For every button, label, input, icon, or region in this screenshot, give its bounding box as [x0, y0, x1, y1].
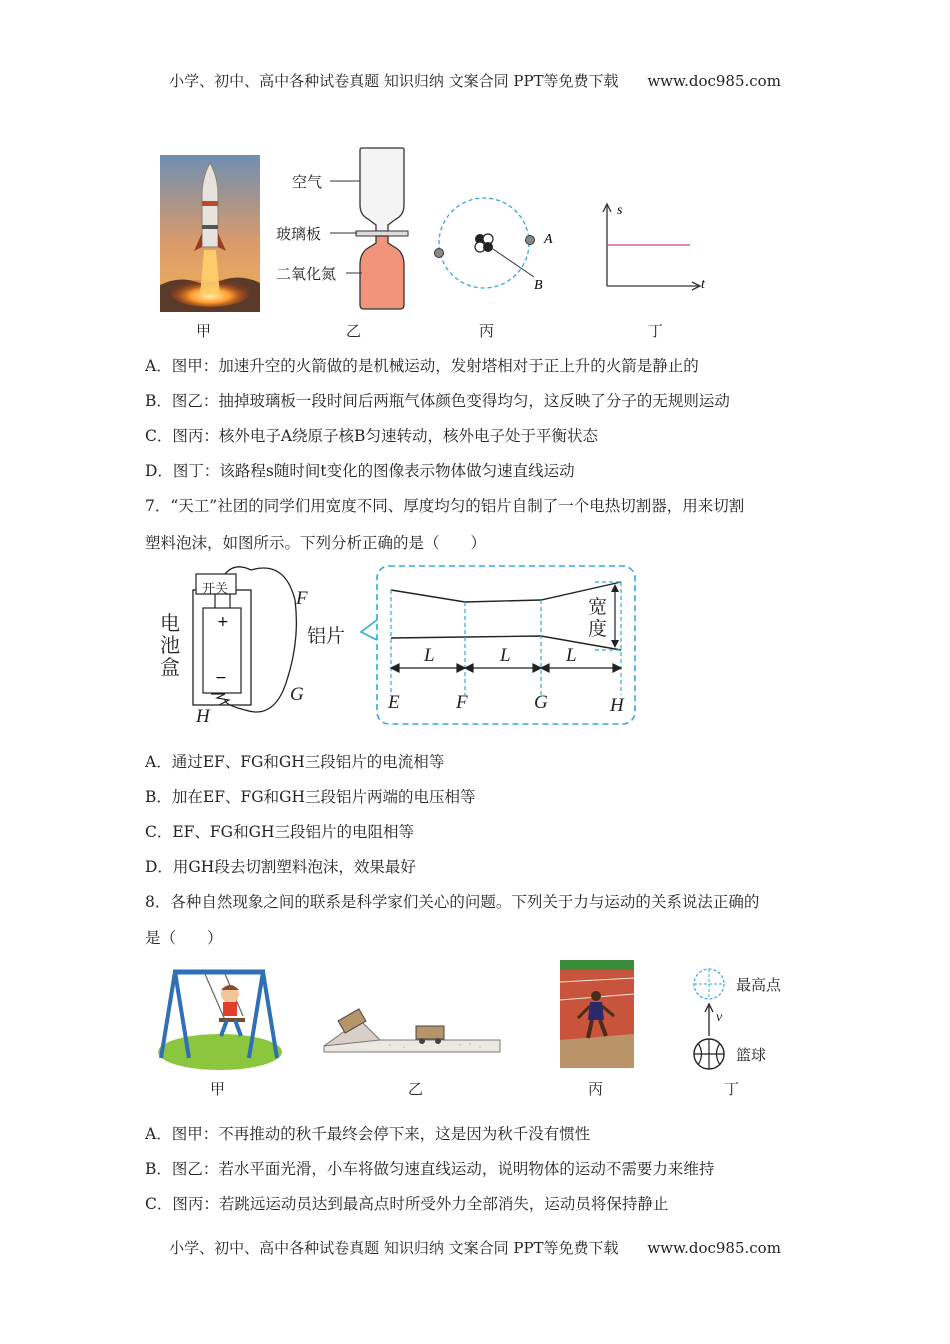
segment-label-3: L [566, 645, 577, 666]
q8-option-a: A．图甲：不再推动的秋千最终会停下来，这是因为秋千没有惯性 [145, 1125, 591, 1143]
q7-option-a: A．通过EF、FG和GH三段铝片的电流相等 [145, 753, 445, 771]
fig2-label-bing: 丙 [588, 1080, 604, 1098]
rocket-photo [160, 155, 260, 312]
basketball-diagram [690, 966, 730, 1076]
q7-stem-2: 塑料泡沫，如图所示。下列分析正确的是（ ） [145, 534, 487, 552]
page-footer [0, 1237, 950, 1258]
footer-site: www.doc985.com [647, 1239, 781, 1257]
q8-option-c: C．图丙：若跳远运动员达到最高点时所受外力全部消失，运动员将保持静止 [145, 1195, 669, 1213]
atom-model [430, 195, 560, 295]
fig2-label-yi: 乙 [408, 1080, 424, 1098]
label-highest-point: 最高点 [736, 976, 782, 994]
q6-option-c: C．图丙：核外电子A绕原子核B匀速转动，核外电子处于平衡状态 [145, 427, 598, 445]
foil-label: 铝片 [307, 625, 346, 647]
q6-option-b: B．图乙：抽掉玻璃板一段时间后两瓶气体颜色变得均匀，这反映了分子的无规则运动 [145, 392, 730, 410]
point-f: F [456, 692, 468, 713]
long-jump-photo [560, 960, 634, 1068]
header-text: 小学、初中、高中各种试卷真题 知识归纳 文案合同 PPT等免费下载 [169, 72, 619, 90]
battery-plus: + [217, 614, 229, 630]
point-h: H [610, 695, 624, 716]
s-t-graph [595, 200, 715, 295]
segment-label-2: L [500, 645, 511, 666]
label-velocity: v [716, 1010, 723, 1025]
wire-label-h: H [196, 706, 210, 727]
q6-option-d: D．图丁：该路程s随时间t变化的图像表示物体做匀速直线运动 [145, 462, 575, 480]
q8-option-b: B．图乙：若水平面光滑，小车将做匀速直线运动，说明物体的运动不需要力来维持 [145, 1160, 715, 1178]
q7-option-b: B．加在EF、FG和GH三段铝片两端的电压相等 [145, 788, 476, 806]
fig1-label-ding: 丁 [648, 322, 664, 340]
q8-stem-1: 8．各种自然现象之间的联系是科学家们关心的问题。下列关于力与运动的关系说法正确的 [145, 893, 760, 911]
label-air: 空气 [292, 173, 323, 191]
page-header [0, 70, 950, 91]
segment-label-1: L [424, 645, 435, 666]
q7-stem-1: 7．“天工”社团的同学们用宽度不同、厚度均匀的铝片自制了一个电热切割器，用来切割 [145, 497, 745, 515]
point-g: G [534, 692, 548, 713]
point-e: E [388, 692, 400, 713]
battery-box-label: 电池盒 [160, 611, 180, 679]
graph-y-label: s [617, 203, 623, 218]
q8-stem-2: 是（ ） [145, 929, 223, 947]
atom-b: B [534, 278, 543, 293]
label-no2: 二氧化氮 [276, 265, 337, 283]
fig1-label-yi: 乙 [346, 322, 362, 340]
header-site: www.doc985.com [647, 72, 781, 90]
wire-label-f: F [296, 588, 308, 609]
fig2-label-ding: 丁 [724, 1080, 740, 1098]
cart-ramp-illustration [320, 1000, 505, 1060]
footer-text: 小学、初中、高中各种试卷真题 知识归纳 文案合同 PPT等免费下载 [169, 1239, 619, 1257]
q7-option-c: C．EF、FG和GH三段铝片的电阻相等 [145, 823, 414, 841]
fig2-label-jia: 甲 [210, 1080, 226, 1098]
label-basketball: 篮球 [736, 1046, 767, 1064]
q6-option-a: A．图甲：加速升空的火箭做的是机械运动，发射塔相对于正上升的火箭是静止的 [145, 357, 699, 375]
label-glass-plate: 玻璃板 [276, 225, 322, 243]
battery-minus: − [215, 670, 227, 686]
width-label: 宽度 [588, 596, 608, 640]
switch-label: 开关 [202, 582, 229, 597]
wire-label-g: G [290, 684, 304, 705]
fig1-label-jia: 甲 [196, 322, 212, 340]
atom-a: A [544, 232, 553, 247]
swing-illustration [155, 962, 285, 1072]
q7-option-d: D．用GH段去切割塑料泡沫，效果最好 [145, 858, 416, 876]
fig1-label-bing: 丙 [479, 322, 495, 340]
graph-x-label: t [701, 277, 705, 292]
